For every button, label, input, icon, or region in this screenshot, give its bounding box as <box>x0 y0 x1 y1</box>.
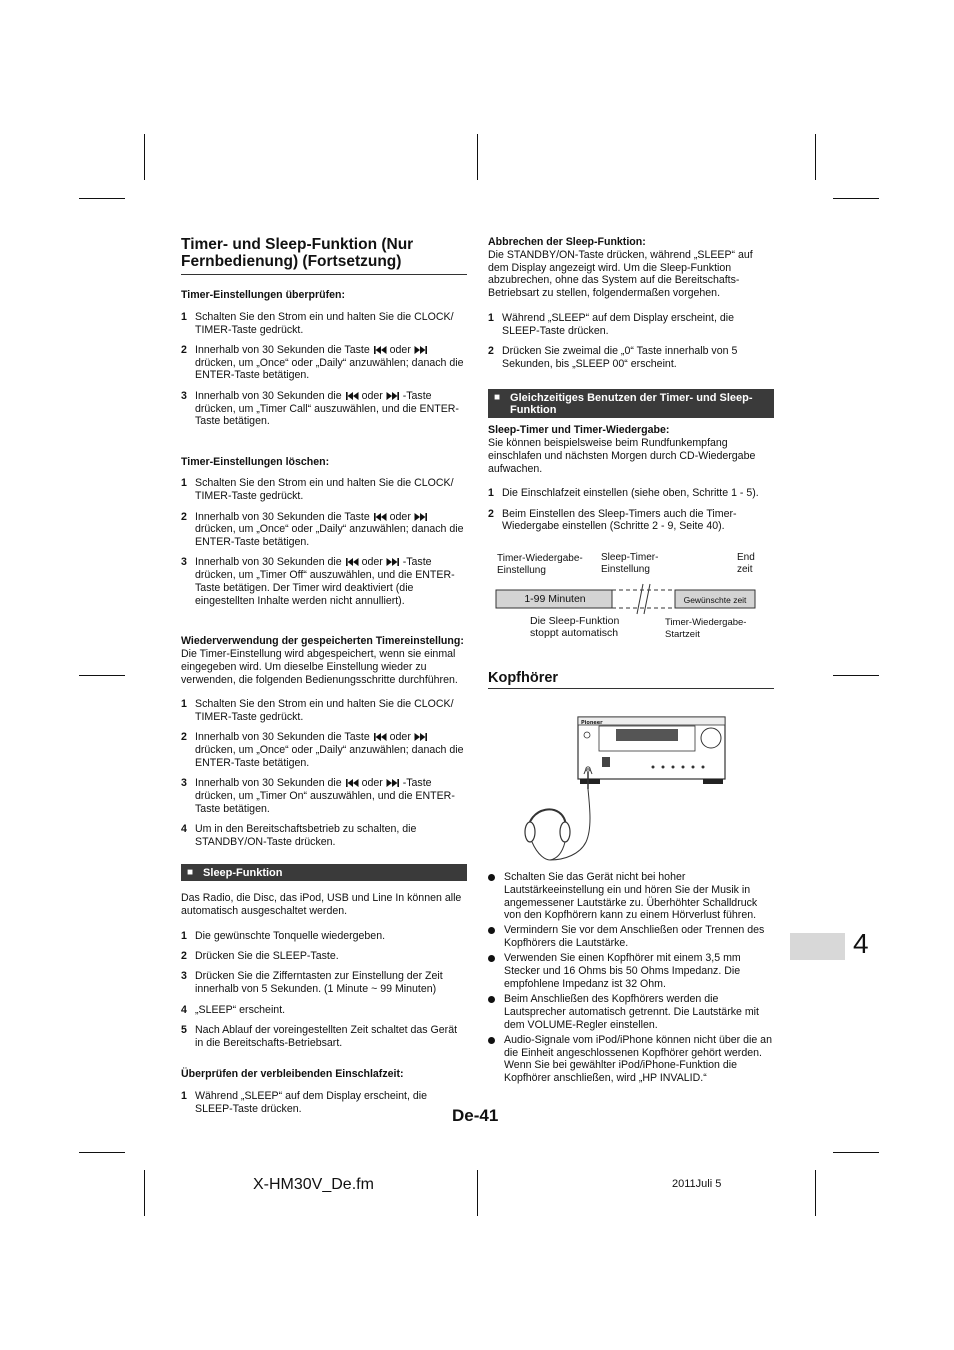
bullet-item <box>488 1034 774 1085</box>
bar-desired-label: Gewünschte zeit <box>683 595 747 605</box>
step-text: Nach Ablauf der voreingestellten Zeit schaltet das Gerät in die Bereitschafts-Betriebsart. <box>195 1023 458 1049</box>
skip-forward-icon <box>414 346 428 354</box>
bullet-dot-icon <box>488 996 495 1003</box>
combo-bar-label: Gleichzeitiges Benutzen der Timer- und Sleep-Funktion <box>510 392 753 417</box>
steps-remaining <box>181 1090 467 1116</box>
break-mark <box>637 584 643 614</box>
subheading-remaining: Überprüfen der verbleibenden Einschlafzeit: <box>181 1067 404 1080</box>
headphones-bullets <box>488 871 774 1085</box>
bullet-item <box>488 871 774 922</box>
crop-mark <box>79 198 125 199</box>
bullet-dot-icon <box>488 1037 495 1044</box>
step-text: Innerhalb von 30 Sekunden die Taste <box>195 343 370 356</box>
step-text: oder <box>361 556 383 569</box>
bullet-dot-icon <box>488 874 495 881</box>
step-number: 5 <box>181 1023 187 1036</box>
display-window <box>616 729 678 741</box>
step-number: 4 <box>181 1003 187 1016</box>
step-text: Drücken Sie die Zifferntasten zur Einstellung der Zeit innerhalb von 5 Sekunden. (1 Minute ~ 99 Minuten) <box>195 970 443 996</box>
step-number: 1 <box>181 929 187 942</box>
skip-forward-icon <box>386 558 400 566</box>
right-column <box>488 236 774 541</box>
step-number: 1 <box>181 477 187 490</box>
step-text: -Taste drücken, um „Timer On“ auszuwählen, und die ENTER-Taste betätigen. <box>195 777 455 815</box>
step-text: Die Einschlafzeit einstellen (siehe oben, Schritte 1 - 5). <box>502 487 759 500</box>
combo-bar <box>488 389 774 418</box>
brand-text: Pioneer <box>581 720 603 726</box>
step-number: 4 <box>181 823 187 836</box>
bar-minutes-label: 1-99 Minuten <box>524 593 586 605</box>
step-item <box>181 1024 467 1050</box>
step-number: 2 <box>181 950 187 963</box>
step-item <box>181 1090 467 1116</box>
headphones-section <box>488 672 774 709</box>
step-number: 3 <box>181 777 187 790</box>
label-sleep-stops: Die Sleep-Funktion stoppt automatisch <box>530 615 620 639</box>
left-column <box>181 236 467 1123</box>
step-number: 3 <box>181 389 187 402</box>
step-text: Innerhalb von 30 Sekunden die Taste <box>195 731 370 744</box>
sleep-function-bar-label: Sleep-Funktion <box>203 867 283 880</box>
step-text: oder <box>389 343 411 356</box>
step-item <box>488 508 774 534</box>
step-item <box>181 950 467 963</box>
bullet-text: Vermindern Sie vor dem Anschließen oder Trennen des Kopfhörers die Lautstärke. <box>504 924 765 950</box>
volume-knob <box>701 728 721 748</box>
step-text: -Taste drücken, um „Timer Call“ auszuwählen, und die ENTER-Taste betätigen. <box>195 389 459 428</box>
crop-mark <box>833 1152 879 1153</box>
subheading-clear: Timer-Einstellungen löschen: <box>181 455 330 468</box>
step-text: Schalten Sie den Strom ein und halten Sie die CLOCK/ TIMER-Taste gedrückt. <box>195 477 454 503</box>
step-text: Drücken Sie die SLEEP-Taste. <box>195 950 339 963</box>
skip-forward-icon <box>414 733 428 741</box>
skip-back-icon <box>345 558 359 566</box>
combo-intro: Sie können beispielsweise beim Rundfunkempfang einschlafen und nächsten Morgen durch CD-Wiedergabe aufwachen. <box>488 436 756 475</box>
crop-mark <box>833 675 879 676</box>
step-text: Schalten Sie den Strom ein und halten Sie die CLOCK/ TIMER-Taste gedrückt. <box>195 698 454 724</box>
square-icon: ■ <box>494 392 501 404</box>
crop-mark <box>477 134 478 180</box>
bullet-dot-icon <box>488 927 495 934</box>
footer-date: 2011Juli 5 <box>672 1178 722 1190</box>
crop-mark <box>815 134 816 180</box>
step-item <box>181 311 467 337</box>
step-text: Während „SLEEP“ auf dem Display erscheint, die SLEEP-Taste drücken. <box>502 311 734 337</box>
sleep-function-bar <box>181 864 467 881</box>
step-number: 2 <box>181 731 187 744</box>
step-item <box>181 731 467 769</box>
step-text: Innerhalb von 30 Sekunden die Taste <box>195 510 370 523</box>
step-item <box>181 477 467 503</box>
skip-back-icon <box>345 392 359 400</box>
step-item <box>488 312 774 338</box>
crop-mark <box>79 1152 125 1153</box>
step-number: 2 <box>488 345 494 358</box>
step-text: Schalten Sie den Strom ein und halten Sie die CLOCK/ TIMER-Taste gedrückt. <box>195 310 454 336</box>
bullet-text: Audio-Signale vom iPod/iPhone können nicht über die an die Einheit angeschlossenen Kopfhörer gehört werden. Wenn Sie bei gewählter iPod/iPhone-Funktion die Kopfhörer anschließen, wird „HP INVALID.“ <box>504 1033 772 1085</box>
step-number: 1 <box>181 698 187 711</box>
step-text: Drücken Sie zweimal die „0“ Taste innerhalb von 5 Sekunden, bis „SLEEP 00“ erscheint. <box>502 345 738 370</box>
crop-mark <box>144 134 145 180</box>
step-text: „SLEEP“ erscheint. <box>195 1003 286 1016</box>
steps-clear <box>181 477 467 607</box>
step-number: 3 <box>181 556 187 569</box>
headphone-cable <box>550 789 590 860</box>
headphones-title: Kopfhörer <box>488 672 774 689</box>
label-timer-setting: Timer-Wiedergabe- Einstellung <box>497 553 583 576</box>
foot-left <box>580 779 600 784</box>
skip-back-icon <box>345 779 359 787</box>
subheading-cancel: Abbrechen der Sleep-Funktion: <box>488 236 646 248</box>
skip-forward-icon <box>386 392 400 400</box>
bullet-item <box>488 924 774 950</box>
step-text: drücken, um „Once“ oder „Daily“ anzuwählen; danach die ENTER-Taste betätigen. <box>195 356 464 382</box>
section-title: Timer- und Sleep-Funktion (Nur Fernbedienung) (Fortsetzung) <box>181 236 467 275</box>
bullet-text: Beim Anschließen des Kopfhörers werden die Lautsprecher automatisch getrennt. Die Lautstärke mit dem VOLUME-Regler einstellen. <box>504 993 759 1031</box>
usb-port <box>602 757 610 767</box>
step-item <box>488 487 774 500</box>
step-number: 1 <box>488 487 494 500</box>
bullet-item <box>488 952 774 990</box>
step-item <box>181 511 467 549</box>
skip-back-icon <box>373 513 387 521</box>
step-text: Um in den Bereitschaftsbetrieb zu schalten, die STANDBY/ON-Taste drücken. <box>195 823 417 848</box>
steps-reuse <box>181 698 467 848</box>
step-item <box>181 1004 467 1017</box>
step-item <box>181 930 467 943</box>
step-text: oder <box>389 510 411 523</box>
headphones-notes <box>488 871 774 1087</box>
step-number: 1 <box>181 1089 187 1102</box>
steps-combo <box>488 487 774 533</box>
skip-forward-icon <box>414 513 428 521</box>
label-end-time: End zeit <box>737 552 755 575</box>
label-timer-start: Timer-Wiedergabe- Startzeit <box>665 617 747 640</box>
square-icon: ■ <box>187 867 194 879</box>
step-item <box>181 344 467 382</box>
reuse-intro: Die Timer-Einstellung wird abgespeichert, wenn sie einmal eingegeben wird. Um dieselbe Einstellung wieder zu verwenden, die folgenden Bedienungsschritte durchführen. <box>181 647 458 686</box>
crop-mark <box>477 1170 478 1216</box>
step-text: oder <box>389 731 411 744</box>
bullet-dot-icon <box>488 955 495 962</box>
step-item <box>181 556 467 607</box>
subheading-combo: Sleep-Timer und Timer-Wiedergabe: <box>488 424 670 437</box>
power-button <box>584 732 590 738</box>
chapter-number: 4 <box>853 928 869 959</box>
step-text: oder <box>361 389 383 402</box>
step-item <box>181 970 467 996</box>
step-number: 2 <box>181 343 187 356</box>
steps-cancel <box>488 312 774 371</box>
crop-mark <box>815 1170 816 1216</box>
step-text: Während „SLEEP“ auf dem Display erscheint, die SLEEP-Taste drücken. <box>195 1089 427 1115</box>
sleep-intro: Das Radio, die Disc, das iPod, USB und Line In können alle automatisch ausgeschaltet werden. <box>181 892 462 918</box>
subheading-check: Timer-Einstellungen überprüfen: <box>181 289 346 301</box>
skip-back-icon <box>373 733 387 741</box>
step-text: drücken, um „Once“ oder „Daily“ anzuwählen; danach die ENTER-Taste betätigen. <box>195 523 464 549</box>
step-text: -Taste drücken, um „Timer Off“ auszuwählen, und die ENTER-Taste betätigen. Der Timer wird deaktiviert (die eingestellten Inhalte werden nicht annulliert). <box>195 556 455 607</box>
step-number: 1 <box>181 310 187 323</box>
crop-mark <box>144 1170 145 1216</box>
step-text: Beim Einstellen des Sleep-Timers auch die Timer-Wiedergabe einstellen (Schritte 2 - 9, Seite 40). <box>502 507 737 533</box>
bullet-text: Verwenden Sie einen Kopfhörer mit einem 3,5 mm Stecker und 16 Ohms bis 50 Ohms Impedanz. Die empfohlene Impedanz ist 32 Ohm. <box>504 952 741 990</box>
bullet-text: Schalten Sie das Gerät nicht bei hoher Lautstärkeeinstellung ein und hören Sie der Musik in angemessener Lautstärke zu. Überhöhter Schalldruck von den Kopfhörern kann zu einem Hörverlust führen. <box>504 871 758 922</box>
step-number: 1 <box>488 311 494 324</box>
step-number: 2 <box>488 507 494 520</box>
chapter-tab <box>790 933 845 960</box>
label-sleep-setting: Sleep-Timer- Einstellung <box>601 552 659 575</box>
step-text: Innerhalb von 30 Sekunden die <box>195 556 342 569</box>
step-text: Innerhalb von 30 Sekunden die <box>195 777 342 790</box>
step-item <box>181 777 467 815</box>
crop-mark <box>833 198 879 199</box>
step-text: Die gewünschte Tonquelle wiedergeben. <box>195 929 386 942</box>
crop-mark <box>79 675 125 676</box>
earcup-left <box>525 822 535 842</box>
step-number: 2 <box>181 510 187 523</box>
steps-sleep <box>181 930 467 1050</box>
step-text: Innerhalb von 30 Sekunden die <box>195 389 342 402</box>
footer-filename: X-HM30V_De.fm <box>253 1176 374 1193</box>
subheading-reuse: Wiederverwendung der gespeicherten Timereinstellung: <box>181 635 464 648</box>
break-mark <box>644 584 650 614</box>
steps-check <box>181 311 467 428</box>
step-item <box>181 390 467 428</box>
step-number: 3 <box>181 970 187 983</box>
page-number: De-41 <box>452 1106 499 1125</box>
step-item <box>181 698 467 724</box>
step-item <box>488 345 774 371</box>
skip-back-icon <box>373 346 387 354</box>
foot-right <box>703 779 723 784</box>
device-illustration <box>520 714 730 866</box>
bullet-item <box>488 993 774 1031</box>
step-text: oder <box>361 777 383 790</box>
skip-forward-icon <box>386 779 400 787</box>
earcup-right <box>560 822 570 842</box>
cancel-intro: Die STANDBY/ON-Taste drücken, während „SLEEP“ auf dem Display angezeigt wird. Um die Sleep-Funktion abzubrechen, ohne das System auf die Bereitschafts-Betriebsart zu stellen, folgendermaßen vorgehen. <box>488 248 753 300</box>
step-item <box>181 823 467 849</box>
step-text: drücken, um „Once“ oder „Daily“ anzuwählen; danach die ENTER-Taste betätigen. <box>195 744 464 770</box>
